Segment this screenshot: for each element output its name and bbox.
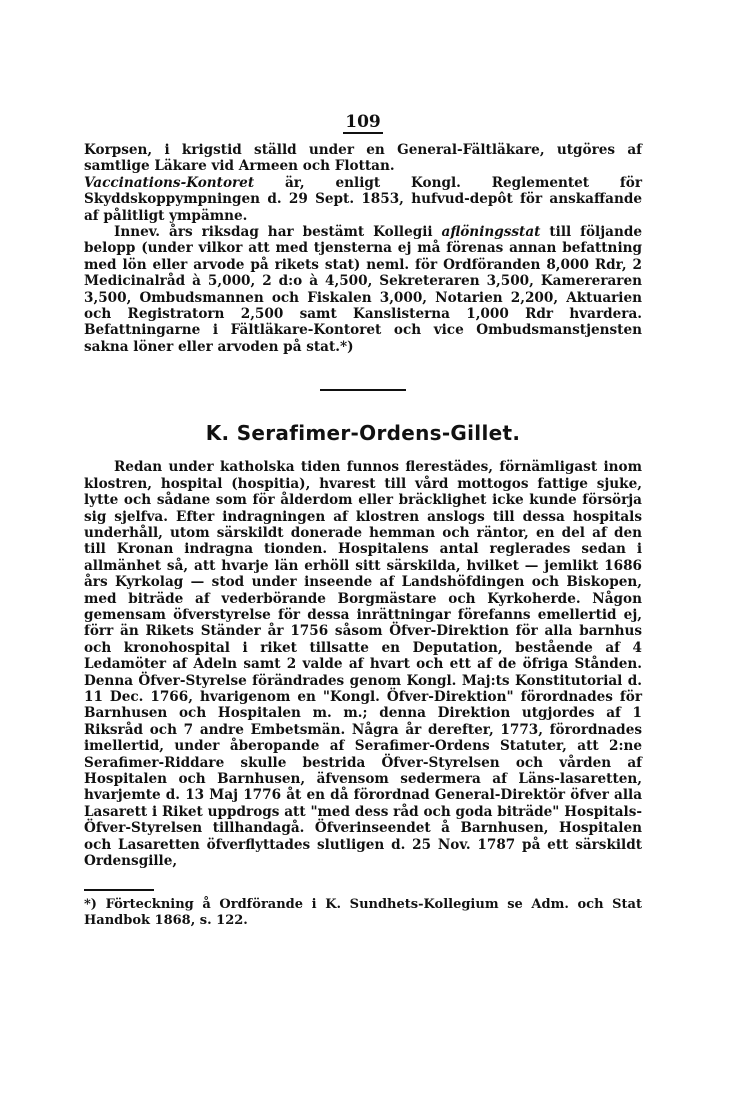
salary-term: aflöningsstat: [441, 224, 541, 241]
intro-paragraph-2-text: är, enligt Kongl. Reglementet för Skyddskoppympningen d. 29 Sept. 1853, hufvud-depôt för anskaffande af pålitligt ympämne.: [84, 174, 642, 224]
section-divider: [320, 389, 406, 391]
intro-paragraph-2: [84, 175, 642, 224]
document-page: [84, 112, 642, 929]
intro-paragraph-1: Korpsen, i krigstid ställd under en General-Fältläkare, utgöres af samtlige Läkare vid Armeen och Flottan.: [84, 142, 642, 175]
section-heading: K. Serafimer-Ordens-Gillet.: [205, 421, 521, 446]
intro-paragraph-3-text: till följande belopp (under vilkor att med tjensterna ej må förenas annan befattning med lön eller arvode på rikets stat) neml. för Ordföranden 8,000 Rdr, 2 Medicinalråd à 5,000, 2 d:o à 4,500, Sekreteraren 3,500, Kamereraren 3,500, Ombudsmannen och Fiskalen 3,000, Notarien 2,200, Aktuarien och Registratorn 2,500 samt Kanslisterna 1,000 Rdr hvardera. Befattningarne i Fältläkare-Kontoret och vice Ombudsmanstjensten sakna löner eller arvoden på stat.*): [84, 224, 642, 355]
section-body: Redan under katholska tiden funnos flerestädes, förnämligast inom klostren, hospital (hospitia), hvarest till vård mottogos fattige sjuke, lytte och sådane som för ålderdom eller bräcklighet icke kunde försörja sig sjelfva. Efter indragningen af klostren anslogs till dessa hospitals underhåll, utom särskildt donerade hemman och räntor, en del af den till Kronan indragna tionden. Hospitalens antal reglerades sedan i allmänhet så, att hvarje län erhöll sitt särskilda, hvilket — jemlikt 1686 års Kyrkolag — stod under inseende af Landshöfdingen och Biskopen, med biträde af vederbörande Borgmästare och Kyrkoherde. Någon gemensam öfverstyrelse för dessa inrättningar förefanns emellertid ej, förr än Rikets Ständer år 1756 såsom Öfver-Direktion för alla barnhus och kronohospital i riket tillsatte en Deputation, bestående af 4 Ledamöter af Adeln samt 2 valde af hvart och ett af de öfriga Stånden. Denna Öfver-Styrelse förändrades genom Kongl. Maj:ts Konstitutorial d. 11 Dec. 1766, hvarigenom en "Kongl. Öfver-Direktion" förordnades för Barnhusen och Hospitalen m. m.; denna Direktion utgjordes af 1 Riksråd och 7 andre Embetsmän. Några år derefter, 1773, förordnades imellertid, under åberopande af Serafimer-Ordens Statuter, att 2:ne Serafimer-Riddare skulle bestrida Öfver-Styrelsen och vården af Hospitalen och Barnhusen, äfvensom sedermera af Läns-lasaretten, hvarjemte d. 13 Maj 1776 åt en då förordnad General-Direktör öfver alla Lasarett i Riket uppdrogs att "med dess råd och goda biträde" Hospitals-Öfver-Styrelsen tillhandagå. Öfverinseendet å Barnhusen, Hospitalen och Lasaretten öfverflyttades slutligen d. 25 Nov. 1787 på ett särskildt Ordensgille,: [84, 459, 642, 870]
footnote: *) Förteckning å Ordförande i K. Sundhets-Kollegium se Adm. och Stat Handbok 1868, s. 122.: [84, 897, 642, 929]
intro-paragraph-3: [84, 224, 642, 355]
page-number: 109: [345, 112, 381, 132]
vaccination-office-term: Vaccinations-Kontoret: [84, 174, 255, 191]
footnote-divider: [84, 889, 154, 891]
intro-paragraph-3-start: Innev. års riksdag har bestämt Kollegii: [114, 224, 442, 241]
